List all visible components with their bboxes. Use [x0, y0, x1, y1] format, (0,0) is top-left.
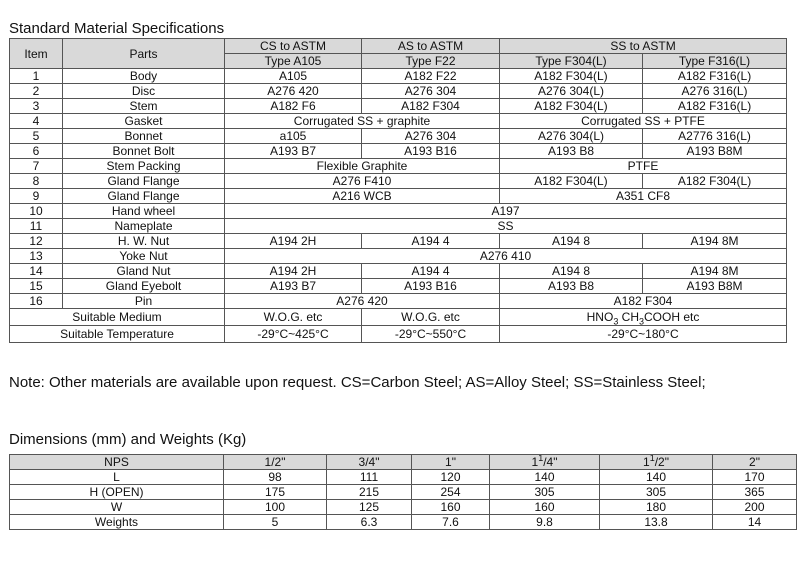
parts-header: Parts [63, 39, 225, 69]
dimension-value: 170 [713, 470, 797, 485]
dims-title: Dimensions (mm) and Weights (Kg) [9, 431, 247, 448]
item-number: 6 [10, 144, 63, 159]
dimension-row [10, 515, 797, 530]
material-cs-as: Corrugated SS + graphite [225, 114, 500, 129]
part-name: Stem [63, 99, 225, 114]
dimension-value: 98 [224, 470, 327, 485]
material-as: A193 B16 [362, 279, 500, 294]
dimension-value: 14 [713, 515, 797, 530]
material-ss-type2: A182 F316(L) [643, 99, 787, 114]
material-as: A194 4 [362, 234, 500, 249]
item-number: 1 [10, 69, 63, 84]
dimension-value: 111 [327, 470, 412, 485]
item-number: 8 [10, 174, 63, 189]
spec-row [10, 69, 787, 84]
spec-row [10, 99, 787, 114]
material-spec-table [9, 38, 787, 343]
nps-size-numerator: 1 [649, 454, 655, 463]
spec-row [10, 204, 787, 219]
item-number: 16 [10, 294, 63, 309]
material-ss-type2: A276 316(L) [643, 84, 787, 99]
material-as: A194 4 [362, 264, 500, 279]
material-ss-type2: A194 8M [643, 264, 787, 279]
ss-header: SS to ASTM [500, 39, 787, 54]
material-ss: A182 F304 [500, 294, 787, 309]
dimension-label: Weights [10, 515, 224, 530]
material-cs: A193 B7 [225, 144, 362, 159]
medium-cs: W.O.G. etc [225, 309, 362, 326]
material-ss-type1: A182 F304(L) [500, 99, 643, 114]
material-ss-type2: A182 F316(L) [643, 69, 787, 84]
item-number: 11 [10, 219, 63, 234]
part-name: Stem Packing [63, 159, 225, 174]
dimension-value: 175 [224, 485, 327, 500]
dimension-value: 5 [224, 515, 327, 530]
medium-ss-part: COOH etc [644, 310, 700, 324]
nps-size: 3/4" [327, 455, 412, 470]
material-ss-type1: A182 F304(L) [500, 69, 643, 84]
dimension-value: 6.3 [327, 515, 412, 530]
dimension-value: 140 [600, 470, 713, 485]
materials-note: Note: Other materials are available upon request. CS=Carbon Steel; AS=Alloy Steel; SS=Stainless Steel; [9, 374, 706, 391]
dimension-value: 125 [327, 500, 412, 515]
material-as: A276 304 [362, 129, 500, 144]
item-number: 3 [10, 99, 63, 114]
material-ss-type2: A2776 316(L) [643, 129, 787, 144]
spec-row [10, 249, 787, 264]
nps-size: 1/2" [224, 455, 327, 470]
material-ss-type1: A194 8 [500, 234, 643, 249]
part-name: Disc [63, 84, 225, 99]
dimension-value: 140 [490, 470, 600, 485]
item-number: 4 [10, 114, 63, 129]
dimension-value: 215 [327, 485, 412, 500]
dimension-value: 100 [224, 500, 327, 515]
spec-row [10, 174, 787, 189]
spec-row [10, 144, 787, 159]
dimension-row [10, 470, 797, 485]
spec-row [10, 234, 787, 249]
part-name: Bonnet Bolt [63, 144, 225, 159]
material-ss: PTFE [500, 159, 787, 174]
temperature-row [10, 326, 787, 343]
spec-row [10, 294, 787, 309]
material-ss-type2: A193 B8M [643, 279, 787, 294]
material-cs-as: A276 420 [225, 294, 500, 309]
item-number: 9 [10, 189, 63, 204]
material-all: A276 410 [225, 249, 787, 264]
material-ss-type2: A194 8M [643, 234, 787, 249]
part-name: Pin [63, 294, 225, 309]
part-name: Nameplate [63, 219, 225, 234]
medium-ss-part: CH [618, 310, 639, 324]
dimension-row [10, 500, 797, 515]
item-number: 14 [10, 264, 63, 279]
material-as: A276 304 [362, 84, 500, 99]
item-number: 5 [10, 129, 63, 144]
dimension-value: 200 [713, 500, 797, 515]
material-as: A182 F22 [362, 69, 500, 84]
part-name: Gasket [63, 114, 225, 129]
nps-size-whole: 1 [643, 455, 650, 469]
material-ss: Corrugated SS + PTFE [500, 114, 787, 129]
spec-title: Standard Material Specifications [9, 20, 225, 37]
dimension-value: 365 [713, 485, 797, 500]
material-cs: A182 F6 [225, 99, 362, 114]
medium-ss-sub: 3 [613, 316, 619, 326]
medium-as: W.O.G. etc [362, 309, 500, 326]
nps-size-denominator: /4" [543, 455, 558, 469]
part-name: Hand wheel [63, 204, 225, 219]
item-number: 12 [10, 234, 63, 249]
spec-row [10, 219, 787, 234]
material-ss-type1: A194 8 [500, 264, 643, 279]
item-number: 15 [10, 279, 63, 294]
nps-size [600, 455, 713, 470]
part-name: Yoke Nut [63, 249, 225, 264]
dimension-value: 9.8 [490, 515, 600, 530]
item-header: Item [10, 39, 63, 69]
material-cs-as: Flexible Graphite [225, 159, 500, 174]
item-number: 2 [10, 84, 63, 99]
dimension-value: 180 [600, 500, 713, 515]
dimensions-table [9, 454, 797, 530]
material-cs-as: A276 F410 [225, 174, 500, 189]
spec-row [10, 279, 787, 294]
material-as: A182 F304 [362, 99, 500, 114]
material-ss: A351 CF8 [500, 189, 787, 204]
nps-header-row [10, 455, 797, 470]
item-number: 13 [10, 249, 63, 264]
material-cs: A194 2H [225, 234, 362, 249]
as-type-header: Type F22 [362, 54, 500, 69]
ss-type1-header: Type F304(L) [500, 54, 643, 69]
nps-size [490, 455, 600, 470]
material-ss-type1: A276 304(L) [500, 129, 643, 144]
medium-ss [500, 309, 787, 326]
temperature-ss: -29°C~180°C [500, 326, 787, 343]
material-cs-as: A216 WCB [225, 189, 500, 204]
dimension-value: 13.8 [600, 515, 713, 530]
dimension-value: 305 [490, 485, 600, 500]
dimension-value: 160 [412, 500, 490, 515]
dimension-value: 120 [412, 470, 490, 485]
item-number: 10 [10, 204, 63, 219]
cs-header: CS to ASTM [225, 39, 362, 54]
cs-type-header: Type A105 [225, 54, 362, 69]
temperature-cs: -29°C~425°C [225, 326, 362, 343]
spec-row [10, 264, 787, 279]
material-ss-type1: A193 B8 [500, 144, 643, 159]
dimension-row [10, 485, 797, 500]
medium-ss-sub: 3 [639, 316, 645, 326]
dimension-label: W [10, 500, 224, 515]
part-name: Gland Flange [63, 174, 225, 189]
material-ss-type2: A182 F304(L) [643, 174, 787, 189]
material-cs: A194 2H [225, 264, 362, 279]
nps-size-denominator: /2" [654, 455, 669, 469]
nps-size-numerator: 1 [538, 454, 544, 463]
material-cs: A105 [225, 69, 362, 84]
dimension-value: 7.6 [412, 515, 490, 530]
nps-size: 2" [713, 455, 797, 470]
dimension-value: 305 [600, 485, 713, 500]
part-name: Gland Eyebolt [63, 279, 225, 294]
part-name: Body [63, 69, 225, 84]
temperature-label: Suitable Temperature [10, 326, 225, 343]
material-as: A193 B16 [362, 144, 500, 159]
medium-label: Suitable Medium [10, 309, 225, 326]
temperature-as: -29°C~550°C [362, 326, 500, 343]
material-cs: A193 B7 [225, 279, 362, 294]
dimension-label: H (OPEN) [10, 485, 224, 500]
as-header: AS to ASTM [362, 39, 500, 54]
nps-size: 1" [412, 455, 490, 470]
medium-ss-part: HNO [586, 310, 614, 324]
material-cs: A276 420 [225, 84, 362, 99]
material-all: A197 [225, 204, 787, 219]
part-name: Gland Nut [63, 264, 225, 279]
part-name: Bonnet [63, 129, 225, 144]
material-ss-type1: A276 304(L) [500, 84, 643, 99]
medium-row [10, 309, 787, 326]
material-ss-type1: A182 F304(L) [500, 174, 643, 189]
part-name: H. W. Nut [63, 234, 225, 249]
material-all: SS [225, 219, 787, 234]
nps-label: NPS [10, 455, 224, 470]
dimension-value: 160 [490, 500, 600, 515]
item-number: 7 [10, 159, 63, 174]
material-ss-type2: A193 B8M [643, 144, 787, 159]
spec-row [10, 114, 787, 129]
dimension-value: 254 [412, 485, 490, 500]
spec-row [10, 129, 787, 144]
spec-row [10, 189, 787, 204]
ss-type2-header: Type F316(L) [643, 54, 787, 69]
spec-row [10, 159, 787, 174]
material-ss-type1: A193 B8 [500, 279, 643, 294]
part-name: Gland Flange [63, 189, 225, 204]
dimension-label: L [10, 470, 224, 485]
nps-size-whole: 1 [531, 455, 539, 469]
spec-row [10, 84, 787, 99]
material-cs: a105 [225, 129, 362, 144]
spec-header-row [10, 39, 787, 54]
